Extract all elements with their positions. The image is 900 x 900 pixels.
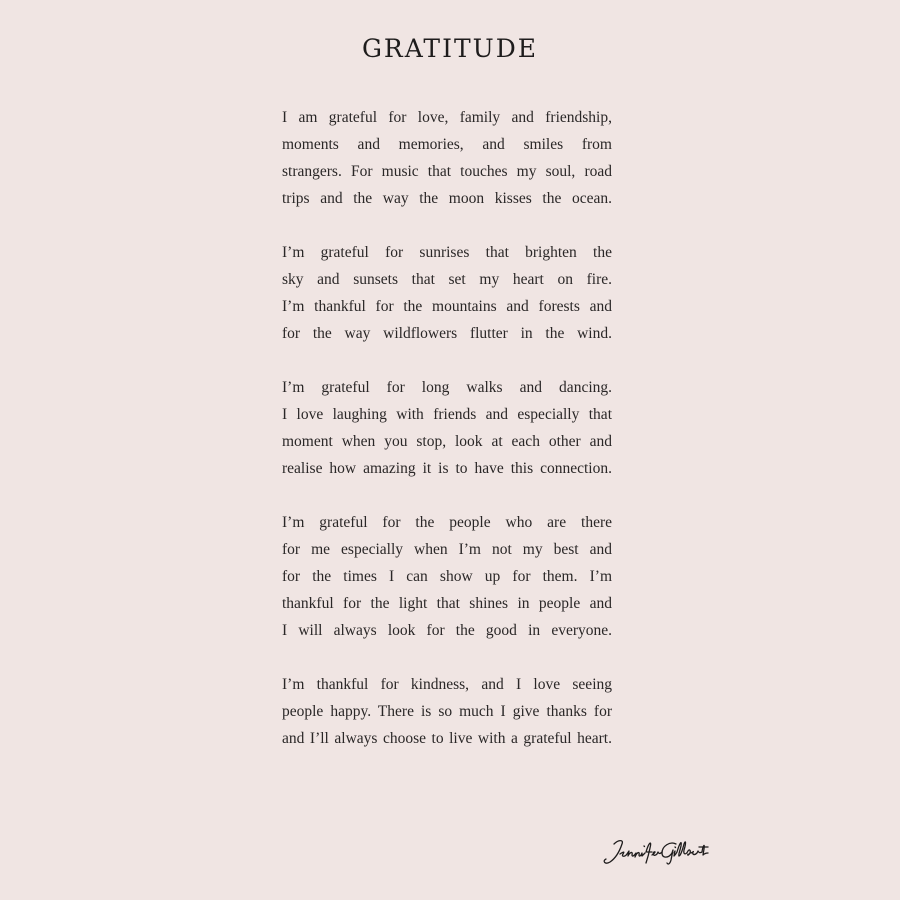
poem-stanza	[282, 374, 612, 482]
poem-line: I’m grateful for the people who are there	[282, 514, 612, 531]
poem-line: sky and sunsets that set my heart on fire.	[282, 271, 612, 288]
poem-body	[282, 104, 612, 779]
poem-line: I’m grateful for sunrises that brighten the	[282, 244, 612, 261]
poem-line: I’m thankful for the mountains and forests and	[282, 298, 612, 315]
poem-line: I’m thankful for kindness, and I love seeing	[282, 676, 612, 693]
poem-line: trips and the way the moon kisses the ocean.	[282, 190, 612, 207]
poem-line: moments and memories, and smiles from	[282, 136, 612, 153]
poem-line: people happy. There is so much I give thanks for	[282, 703, 612, 720]
poem-title: GRATITUDE	[361, 34, 539, 63]
poem-line: moment when you stop, look at each other and	[282, 433, 612, 450]
poem-stanza	[282, 239, 612, 347]
poem-line: I will always look for the good in everyone.	[282, 622, 612, 639]
poem-line: I am grateful for love, family and friendship,	[282, 109, 612, 126]
poem-stanza	[282, 671, 612, 752]
poem-line: for me especially when I’m not my best and	[282, 541, 612, 558]
poem-line: thankful for the light that shines in people and	[282, 595, 612, 612]
poem-stanza	[282, 509, 612, 644]
poem-line: I’m grateful for long walks and dancing.	[282, 379, 612, 396]
signature-icon	[598, 830, 718, 872]
poem-line: I love laughing with friends and especially that	[282, 406, 612, 423]
poem-line: and I’ll always choose to live with a grateful heart.	[282, 730, 612, 747]
poem-line: realise how amazing it is to have this connection.	[282, 460, 612, 477]
poem-stanza	[282, 104, 612, 212]
poem-line: strangers. For music that touches my soul, road	[282, 163, 612, 180]
poem-line: for the way wildflowers flutter in the wind.	[282, 325, 612, 342]
poem-line: for the times I can show up for them. I’m	[282, 568, 612, 585]
author-signature	[598, 830, 718, 872]
